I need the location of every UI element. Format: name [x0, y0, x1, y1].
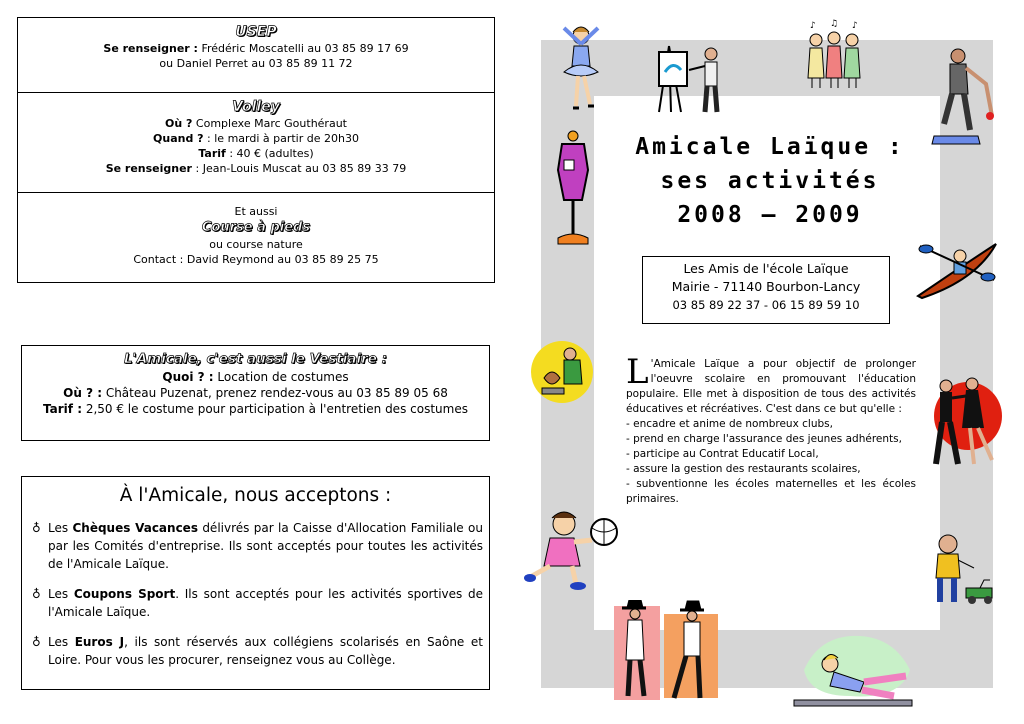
intro-list [626, 417, 916, 507]
dancers-icon [918, 372, 1002, 470]
usep-box [17, 17, 495, 93]
svg-text:♪: ♪ [852, 21, 858, 31]
list-item: ♁ Les Euros J, ils sont réservés aux collégiens scolarisés en Saône et Loire. Pour vous les procurer, renseignez vous au Collège. [32, 635, 483, 667]
volley-quand-value: : le mardi à partir de 20h30 [203, 132, 359, 145]
course-box [17, 192, 495, 283]
singers-icon [804, 18, 866, 90]
course-subtitle: ou course nature [209, 238, 303, 251]
vestiaire-tarif-value: 2,50 € le costume pour participation à l'entretien des costumes [82, 402, 468, 416]
acceptons-box [21, 476, 490, 690]
list-item: - subventionne les écoles maternelles et les écoles primaires. [626, 478, 916, 505]
volley-ou-value: Complexe Marc Gouthéraut [192, 117, 347, 130]
volley-ou-label: Où ? [165, 117, 193, 130]
cover-title-line1: Amicale Laïque : [635, 134, 905, 160]
usep-contact-line2: ou Daniel Perret au 03 85 89 11 72 [159, 57, 353, 70]
dress-form-icon [552, 130, 594, 248]
list-item: - encadre et anime de nombreux clubs, [626, 418, 833, 430]
vestiaire-quoi-value: Location de costumes [213, 370, 349, 384]
usep-contact-value: Frédéric Moscatelli au 03 85 89 17 69 [197, 42, 409, 55]
volley-contact-value: : Jean-Louis Muscat au 03 85 89 33 79 [192, 162, 407, 175]
acceptons-title: À l'Amicale, nous acceptons : [119, 485, 392, 506]
vestiaire-box [21, 345, 490, 441]
address-line2: Mairie - 71140 Bourbon-Lancy [671, 279, 861, 294]
course-intro: Et aussi [234, 205, 278, 218]
vestiaire-title: L'Amicale, c'est aussi le Vestiaire : [123, 351, 388, 367]
svg-text:♪: ♪ [810, 21, 816, 31]
volley-box [17, 92, 495, 193]
volley-quand-label: Quand ? [153, 132, 204, 145]
fitness-woman-icon [790, 630, 920, 710]
intro-dropcap: L [626, 352, 649, 392]
list-item: ♁ Les Chèques Vacances délivrés par la Caisse d'Allocation Familiale ou par les Comités d'entreprise. Ils sont acceptés pour toutes les activités de l'Amicale Laïque. [32, 521, 483, 571]
acceptons-list [26, 519, 483, 669]
volleyball-girl-icon [524, 510, 620, 592]
cover-title [620, 130, 920, 232]
vestiaire-ou-label: Où ? : [63, 386, 102, 400]
course-contact: Contact : David Reymond au 03 85 89 25 75 [133, 253, 379, 266]
potter-icon [530, 340, 594, 404]
child-toy-car-icon [930, 530, 998, 610]
intro-paragraph: 'Amicale Laïque a pour objectif de prolonger l'oeuvre scolaire en promouvant l'éducation populaire. Elle met à disposition de tous des activités éducatives et récréatives. C'est dans ce but qu'elle : [626, 358, 916, 415]
bullet-icon: ♁ [32, 521, 41, 535]
vestiaire-tarif-label: Tarif : [43, 402, 82, 416]
bullet-icon: ♁ [32, 635, 41, 649]
usep-title: USEP [235, 24, 277, 40]
address-line1: Les Amis de l'école Laïque [683, 261, 849, 276]
cover-title-line3: 2008 – 2009 [677, 202, 863, 228]
course-title: Course à pieds [201, 220, 311, 235]
volley-title: Volley [232, 99, 280, 115]
svg-text:♫: ♫ [830, 19, 839, 29]
address-line3: 03 85 89 22 37 - 06 15 89 59 10 [672, 298, 860, 312]
painter-icon [655, 42, 735, 114]
cowboy-dancers-icon [614, 600, 720, 704]
address-box [642, 256, 890, 324]
bullet-icon: ♁ [32, 587, 41, 601]
volley-contact-label: Se renseigner [105, 162, 192, 175]
list-item: ♁ Les Coupons Sport. Ils sont acceptés pour les activités sportives de l'Amicale Laïque. [32, 587, 484, 619]
kayak-icon [916, 240, 998, 300]
volley-tarif-value: : 40 € (adultes) [225, 147, 314, 160]
ballerina-icon [556, 22, 606, 114]
usep-contact-label: Se renseigner : [103, 42, 198, 55]
cover-title-line2: ses activités [660, 168, 880, 194]
vestiaire-quoi-label: Quoi ? : [162, 370, 214, 384]
list-item: - participe au Contrat Educatif Local, [626, 448, 819, 460]
step-aerobics-icon [930, 44, 998, 152]
list-item: - prend en charge l'assurance des jeunes adhérents, [626, 433, 902, 445]
vestiaire-ou-value: Château Puzenat, prenez rendez-vous au 03 85 89 05 68 [102, 386, 448, 400]
intro-text [626, 352, 916, 507]
volley-tarif-label: Tarif [198, 147, 226, 160]
list-item: - assure la gestion des restaurants scolaires, [626, 463, 861, 475]
